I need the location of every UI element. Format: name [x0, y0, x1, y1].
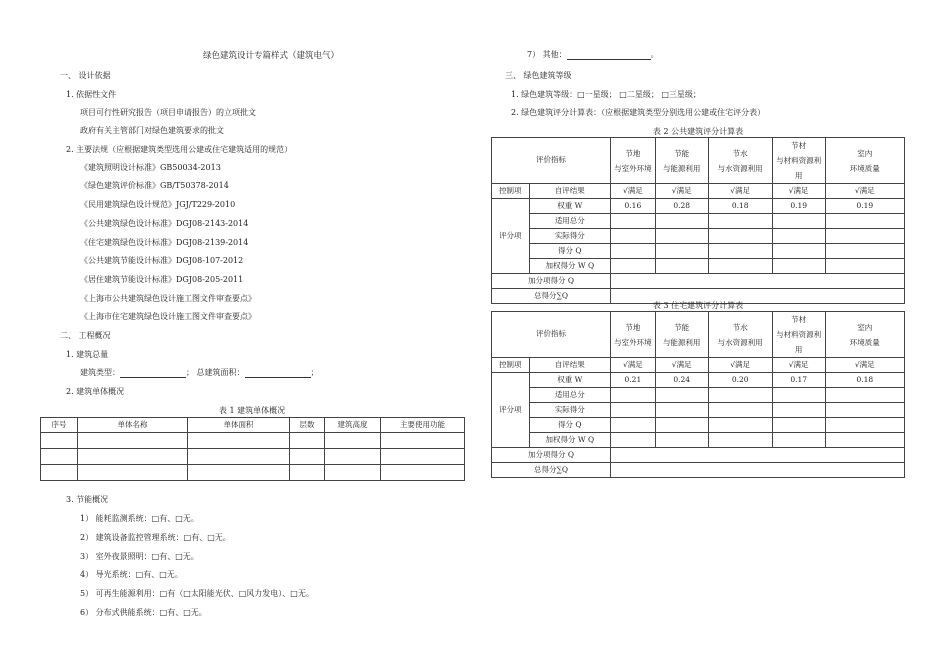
score-cell[interactable]: [611, 229, 656, 244]
score-cell[interactable]: [772, 433, 825, 448]
score-cell[interactable]: [772, 403, 825, 418]
regulation-item: 《建筑照明设计标准》GB50034-2013: [80, 163, 221, 172]
regulation-item: 《上海市公共建筑绿色设计施工图文件审查要点》: [80, 294, 256, 303]
weight-cell: 0.24: [655, 373, 708, 388]
score-cell[interactable]: [611, 418, 656, 433]
score-cell[interactable]: [655, 229, 708, 244]
weight-cell: 0.17: [772, 373, 825, 388]
score-cell[interactable]: [825, 403, 904, 418]
score-cell[interactable]: [825, 229, 904, 244]
table2-caption: 表 2 公共建筑评分计算表: [652, 127, 744, 136]
energy-item: 6） 分布式供能系统：□有、□无。: [80, 608, 207, 617]
weight-cell: 0.21: [611, 373, 656, 388]
control-label: 控制项: [492, 184, 530, 199]
score-row-label: 适用总分: [529, 214, 610, 229]
col-header: 单体面积: [188, 418, 290, 433]
score-cell[interactable]: [708, 403, 772, 418]
section-green-level: 三、 绿色建筑等级: [505, 71, 572, 80]
basis-doc-item: 项目可行性研究报告（项目申请报告）的立项批文: [80, 108, 256, 117]
score-cell[interactable]: [655, 259, 708, 274]
score-cell[interactable]: [825, 418, 904, 433]
satisfied-cell: √满足: [772, 358, 825, 373]
weight-cell: 0.16: [611, 199, 656, 214]
weight-cell: 0.18: [825, 373, 904, 388]
satisfied-cell: √满足: [708, 184, 772, 199]
category-header: 节地 与室外环境: [611, 138, 656, 184]
category-header: 室内 环境质量: [825, 138, 904, 184]
table1-caption: 表 1 建筑单体概况: [218, 406, 286, 415]
score-row-label: 加权得分 W Q: [529, 433, 610, 448]
score-cell[interactable]: [611, 403, 656, 418]
score-cell[interactable]: [708, 229, 772, 244]
category-header: 节地 与室外环境: [611, 312, 656, 358]
score-cell[interactable]: [708, 259, 772, 274]
category-header: 节材 与材料资源利用: [772, 138, 825, 184]
eval-header: 评价指标: [492, 138, 611, 184]
satisfied-cell: √满足: [825, 358, 904, 373]
score-cell[interactable]: [655, 244, 708, 259]
score-cell[interactable]: [772, 418, 825, 433]
control-label: 控制项: [492, 358, 530, 373]
weight-cell: 0.28: [655, 199, 708, 214]
subsection-regulations: 2. 主要法规（应根据建筑类型选用公建或住宅建筑适用的规范）: [66, 145, 293, 154]
score-cell[interactable]: [825, 259, 904, 274]
score-cell[interactable]: [772, 244, 825, 259]
category-header: 节材 与材料资源利用: [772, 312, 825, 358]
col-header: 层数: [290, 418, 325, 433]
score-cell[interactable]: [708, 388, 772, 403]
score-row-label: 权重 W: [529, 199, 610, 214]
energy-item: 3） 室外夜景照明：□有、□无。: [80, 552, 199, 561]
self-eval-label: 自评结果: [529, 184, 610, 199]
satisfied-cell: √满足: [611, 184, 656, 199]
score-cell[interactable]: [655, 388, 708, 403]
weight-cell: 0.19: [825, 199, 904, 214]
score-cell[interactable]: [708, 214, 772, 229]
weight-cell: 0.20: [708, 373, 772, 388]
other-field[interactable]: [567, 50, 651, 60]
score-cell[interactable]: [772, 388, 825, 403]
regulation-item: 《住宅建筑绿色设计标准》DGJ08-2139-2014: [80, 238, 249, 247]
table3-caption: 表 3 住宅建筑评分计算表: [652, 301, 744, 310]
other-line: 7） 其他： 。: [527, 50, 659, 59]
category-header: 室内 环境质量: [825, 312, 904, 358]
table-row: [41, 465, 465, 481]
bonus-cell[interactable]: [611, 448, 905, 463]
total-label: 总得分∑Q: [492, 289, 611, 304]
col-header: 序号: [41, 418, 78, 433]
table-row: [41, 449, 465, 465]
residential-score-table: [491, 311, 905, 478]
self-eval-label: 自评结果: [529, 358, 610, 373]
score-cell[interactable]: [708, 433, 772, 448]
satisfied-cell: √满足: [825, 184, 904, 199]
score-row-label: 实际得分: [529, 229, 610, 244]
score-cell[interactable]: [655, 214, 708, 229]
energy-item: 4） 导光系统：□有、□无。: [80, 570, 183, 579]
score-row-label: 权重 W: [529, 373, 610, 388]
building-units-table: [40, 417, 465, 481]
subsection-energy: 3. 节能概况: [66, 495, 109, 504]
doc-title: 绿色建筑设计专篇样式（建筑电气）: [203, 51, 340, 61]
regulation-item: 《公共建筑节能设计标准》DGJ08-107-2012: [80, 256, 244, 265]
score-cell[interactable]: [825, 214, 904, 229]
score-cell[interactable]: [655, 418, 708, 433]
table-row: [41, 433, 465, 449]
regulation-item: 《居住建筑节能设计标准》DGJ08-205-2011: [80, 275, 244, 284]
col-header: 主要使用功能: [381, 418, 465, 433]
score-cell[interactable]: [655, 403, 708, 418]
bonus-label: 加分项得分 Q: [492, 274, 611, 289]
total-area-label: 总建筑面积：: [196, 368, 245, 377]
weight-cell: 0.18: [708, 199, 772, 214]
score-cell[interactable]: [825, 433, 904, 448]
subsection-building-units: 2. 建筑单体概况: [66, 387, 125, 396]
energy-item: 2） 建筑设备监控管理系统：□有、□无。: [80, 533, 231, 542]
score-row-label: 加权得分 W Q: [529, 259, 610, 274]
building-type-line: 建筑类型： ； 总建筑面积： ；: [80, 368, 319, 377]
satisfied-cell: √满足: [708, 358, 772, 373]
score-cell[interactable]: [611, 214, 656, 229]
satisfied-cell: √满足: [611, 358, 656, 373]
score-cell[interactable]: [772, 229, 825, 244]
satisfied-cell: √满足: [655, 358, 708, 373]
score-cell[interactable]: [825, 244, 904, 259]
regulation-item: 《公共建筑绿色设计标准》DGJ08-2143-2014: [80, 219, 249, 228]
score-cell[interactable]: [611, 433, 656, 448]
category-header: 节能 与能源利用: [655, 312, 708, 358]
energy-item: 5） 可再生能源利用：□有（□太阳能光伏、□风力发电）、□无。: [80, 589, 314, 598]
public-score-table: [491, 137, 905, 304]
weight-cell: 0.19: [772, 199, 825, 214]
score-table-note: 2. 绿色建筑评分计算表：（应根据建筑类型分别选用公建或住宅评分表）: [511, 108, 766, 117]
score-row-label: 得分 Q: [529, 418, 610, 433]
section-design-basis: 一、 设计依据: [60, 71, 111, 80]
category-header: 节水 与水资源利用: [708, 138, 772, 184]
score-row-label: 得分 Q: [529, 244, 610, 259]
category-header: 节能 与能源利用: [655, 138, 708, 184]
eval-header: 评价指标: [492, 312, 611, 358]
score-cell[interactable]: [772, 214, 825, 229]
building-type-field[interactable]: [120, 368, 186, 378]
basis-doc-item: 政府有关主管部门对绿色建筑要求的批文: [80, 126, 224, 135]
bonus-label: 加分项得分 Q: [492, 448, 611, 463]
col-header: 建筑高度: [325, 418, 381, 433]
score-cell[interactable]: [708, 418, 772, 433]
regulation-item: 《民用建筑绿色设计规范》JGJ/T229-2010: [80, 200, 236, 209]
score-row-label: 适用总分: [529, 388, 610, 403]
total-area-field[interactable]: [245, 368, 311, 378]
bonus-cell[interactable]: [611, 274, 905, 289]
category-header: 节水 与水资源利用: [708, 312, 772, 358]
col-header: 单体名称: [78, 418, 188, 433]
energy-item: 1） 能耗监测系统：□有、□无。: [80, 514, 199, 523]
score-cell[interactable]: [772, 259, 825, 274]
regulation-item: 《上海市住宅建筑绿色设计施工图文件审查要点》: [80, 312, 256, 321]
section-project-overview: 二、 工程概况: [60, 331, 111, 340]
satisfied-cell: √满足: [655, 184, 708, 199]
score-row-label: 实际得分: [529, 403, 610, 418]
score-cell[interactable]: [708, 244, 772, 259]
building-type-label: 建筑类型：: [80, 368, 120, 377]
regulation-item: 《绿色建筑评价标准》GB/T50378-2014: [80, 181, 229, 190]
satisfied-cell: √满足: [772, 184, 825, 199]
subsection-basis-docs: 1. 依据性文件: [66, 90, 117, 99]
score-item-label: 评分项: [492, 373, 530, 448]
score-cell[interactable]: [611, 244, 656, 259]
total-label: 总得分∑Q: [492, 463, 611, 478]
score-cell[interactable]: [655, 433, 708, 448]
green-level-options[interactable]: 1. 绿色建筑等级：□一星级； □二星级； □三星级；: [511, 90, 701, 99]
total-cell[interactable]: [611, 463, 905, 478]
score-cell[interactable]: [611, 388, 656, 403]
score-cell[interactable]: [611, 259, 656, 274]
score-item-label: 评分项: [492, 199, 530, 274]
subsection-building-total: 1. 建筑总量: [66, 350, 109, 359]
score-cell[interactable]: [825, 388, 904, 403]
